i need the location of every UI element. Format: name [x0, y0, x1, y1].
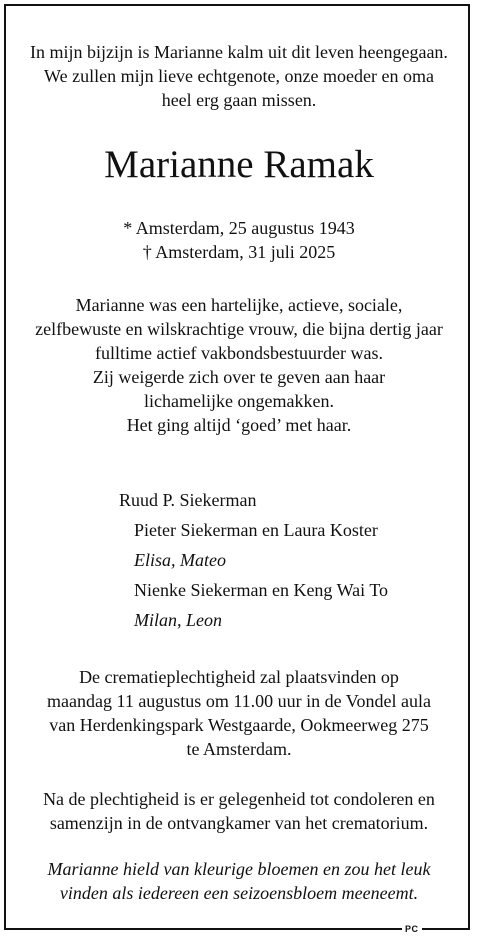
flowers-line: vinden als iedereen een seizoensbloem meeneemt.	[59, 883, 419, 903]
flowers-text	[0, 857, 478, 905]
biography-line: fulltime actief vakbondsbestuurder was.	[95, 343, 383, 363]
child-couple: Nienke Siekerman en Keng Wai To	[134, 580, 389, 600]
biography-line: zelfbewuste en wilskrachtige vrouw, die bijna dertig jaar	[35, 319, 443, 339]
condolence-line: Na de plechtigheid is er gelegenheid tot condoleren en	[43, 789, 435, 809]
child-couple: Pieter Siekerman en Laura Koster	[134, 520, 378, 540]
spouse-name: Ruud P. Siekerman	[119, 490, 257, 510]
ceremony-line: maandag 11 augustus om 11.00 uur in de Vondel aula	[47, 691, 431, 711]
flowers-line: Marianne hield van kleurige bloemen en zou het leuk	[47, 859, 431, 879]
biography-line: Het ging altijd ‘goed’ met haar.	[126, 415, 352, 435]
death-line: † Amsterdam, 31 juli 2025	[142, 242, 336, 262]
ceremony-line: De crematieplechtigheid zal plaatsvinden op	[79, 667, 399, 687]
intro-text	[0, 40, 478, 112]
condolence-text	[0, 787, 478, 835]
deceased-name: Marianne Ramak	[104, 143, 374, 186]
intro-line: heel erg gaan missen.	[161, 90, 317, 110]
publisher-mark: PC	[402, 923, 422, 935]
grandchildren-names: Milan, Leon	[134, 610, 222, 630]
family-list	[0, 485, 478, 635]
biography-line: Zij weigerde zich over te geven aan haar	[92, 367, 386, 387]
biography-line: lichamelijke ongemakken.	[144, 391, 334, 411]
ceremony-line: van Herdenkingspark Westgaarde, Ookmeerweg 275	[49, 715, 429, 735]
intro-line: We zullen mijn lieve echtgenote, onze moeder en oma	[44, 66, 434, 86]
grandchildren-names: Elisa, Mateo	[134, 550, 226, 570]
ceremony-text	[0, 665, 478, 761]
biography-text	[0, 293, 478, 437]
intro-line: In mijn bijzijn is Marianne kalm uit dit leven heengegaan.	[30, 42, 448, 62]
birth-line: * Amsterdam, 25 augustus 1943	[123, 218, 355, 238]
ceremony-line: te Amsterdam.	[186, 739, 292, 759]
condolence-line: samenzijn in de ontvangkamer van het crematorium.	[49, 813, 429, 833]
biography-line: Marianne was een hartelijke, actieve, sociale,	[75, 295, 403, 315]
